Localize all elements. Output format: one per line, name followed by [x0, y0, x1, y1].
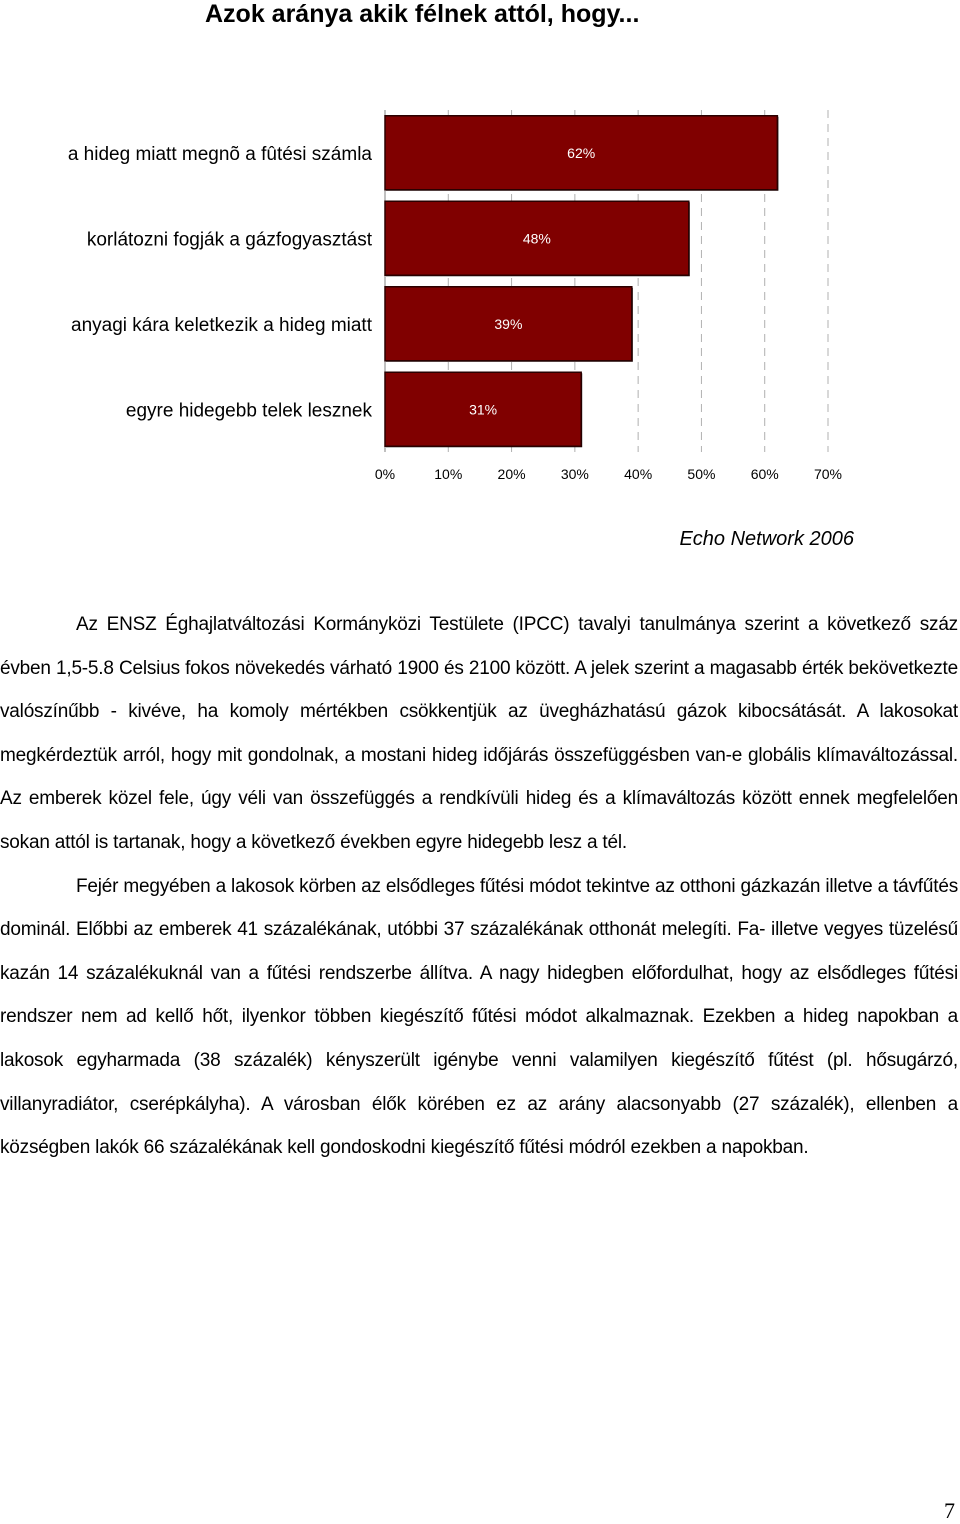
tick-label: 20% [497, 466, 526, 482]
page-number: 7 [944, 1498, 955, 1523]
body-text [0, 603, 958, 1170]
chart-bars [385, 116, 778, 448]
tick-label: 60% [750, 466, 779, 482]
category-label: anyagi kára keletkezik a hideg miatt [71, 314, 372, 336]
tick-label: 50% [687, 466, 716, 482]
bar-chart [0, 0, 960, 500]
category-label: egyre hidegebb telek lesznek [125, 400, 372, 422]
data-label: 48% [522, 230, 551, 247]
data-label: 39% [494, 315, 523, 332]
tick-label: 0% [374, 466, 396, 482]
tick-label: 70% [813, 466, 843, 482]
category-label: korlátozni fogják a gázfogyasztást [86, 229, 372, 251]
category-label: a hideg miatt megnõ a fûtési számla [67, 143, 372, 165]
tick-label: 40% [624, 466, 653, 482]
data-label: 62% [567, 144, 596, 161]
tick-label: 30% [560, 466, 589, 482]
paragraph-1: Az ENSZ Éghajlatváltozási Kormányközi Testülete (IPCC) tavalyi tanulmánya szerint a következő száz évben 1,5-5.8 Celsius fokos növekedés várható 1900 és 2100 között. A jelek szerint a magasabb érték bekövetkezte valószínűbb - kivéve, ha komoly mértékben csökkentjük az üvegházhatású gázok kibocsátását. A lakosokat megkérdeztük arról, hogy mit gondolnak, a mostani hideg időjárás összefüggésben van-e globális klímaváltozással. Az emberek közel fele, úgy véli van összefüggés a rendkívüli hideg és a klímaváltozás között ennek megfelelően sokan attól is tartanak, hogy a következő években egyre hidegebb lesz a tél. [0, 614, 958, 853]
category-labels [68, 144, 373, 422]
tick-label: 10% [434, 466, 463, 482]
x-axis-ticks [375, 466, 842, 482]
data-label: 31% [469, 401, 498, 418]
source-note: Echo Network 2006 [679, 528, 854, 550]
chart-title: Azok aránya akik félnek attól, hogy... [205, 0, 640, 28]
paragraph-2: Fejér megyében a lakosok körben az elsődleges fűtési módot tekintve az otthoni gázkazán illetve a távfűtés dominál. Előbbi az emberek 41 százalékának, utóbbi 37 százalékának otthonát melegíti. Fa- illetve vegyes tüzelésű kazán 14 százalékuknál van a fűtési rendszerbe állítva. A nagy hidegben előfordulhat, hogy az elsődleges fűtési rendszer nem ad kellő hőt, ilyenkor többen kiegészítő fűtési módot alkalmaznak. Ezekben a hideg napokban a lakosok egyharmada (38 százalék) kényszerült igénybe venni valamilyen kiegészítő fűtést (pl. hősugárzó, villanyradiátor, cserépkályha). A városban élők körében ez az arány alacsonyabb (27 százalék), ellenben a községben lakók 66 százalékának kell gondoskodni kiegészítő fűtési módról ezekben a napokban. [0, 875, 958, 1159]
